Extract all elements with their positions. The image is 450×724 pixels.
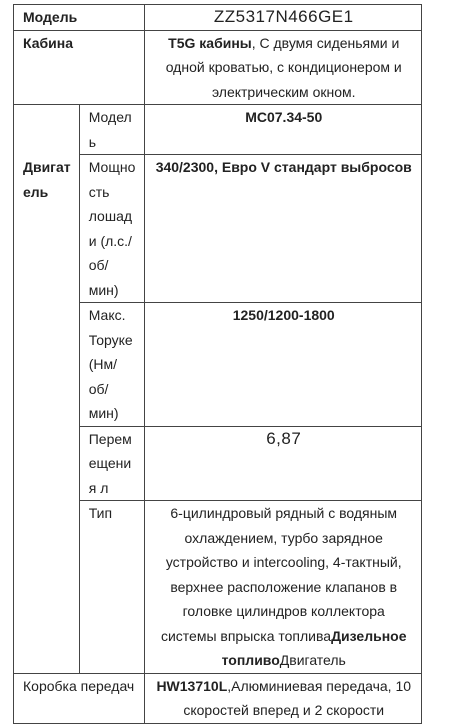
engine-type-value (145, 501, 422, 674)
table-row-gearbox (14, 673, 422, 723)
gearbox-value-bold: HW13710L (156, 677, 228, 694)
engine-displacement-label: Перемещения л (79, 426, 145, 501)
engine-power-label: Мощность лошади (л.с./об/мин) (79, 155, 145, 303)
engine-model-value: MC07.34-50 (145, 105, 422, 155)
gearbox-label: Коробка передач (14, 673, 145, 723)
engine-power-value: 340/2300, Евро V стандарт выбросов (145, 155, 422, 303)
engine-type-value-start: 6-цилиндровый рядный с водяным охлаждением, турбо зарядное устройство и intercooling, 4-тактный, верхнее расположение клапанов в головке цилиндров коллектора системы впрыска топлива (160, 505, 402, 644)
model-value (145, 5, 422, 31)
engine-torque-label: Макс. Торуке (Нм/об/мин) (79, 303, 145, 427)
cabin-value-rest: , С двумя сиденьями и одной кроватью, с кондиционером и электрическим окном. (165, 34, 402, 100)
model-label: Модель (14, 5, 145, 31)
table-row-model (14, 5, 422, 31)
model-value-text: ZZ5317N466GE1 (213, 7, 354, 26)
engine-displacement-value (145, 426, 422, 501)
engine-type-value-end: Двигатель (279, 652, 346, 668)
engine-displacement-value-text: 6,87 (266, 428, 302, 448)
gearbox-value-rest: ,Алюминиевая передача, 10 скоростей вперед и 2 скорости (183, 677, 412, 718)
cabin-value-bold: T5G кабины (168, 34, 252, 51)
cabin-value (145, 30, 422, 105)
engine-type-label: Тип (79, 501, 145, 674)
engine-model-label: Модель (79, 105, 145, 155)
cabin-label: Кабина (14, 30, 145, 105)
table-row-engine-model (14, 105, 422, 155)
engine-type-value-bold: Дизельное топливо (221, 627, 407, 668)
gearbox-value (145, 673, 422, 723)
table-row-cabin (14, 30, 422, 105)
engine-group-label-text: Двигатель (23, 159, 71, 200)
engine-torque-value: 1250/1200-1800 (145, 303, 422, 427)
engine-group-label (14, 105, 80, 674)
spec-table (13, 4, 422, 724)
